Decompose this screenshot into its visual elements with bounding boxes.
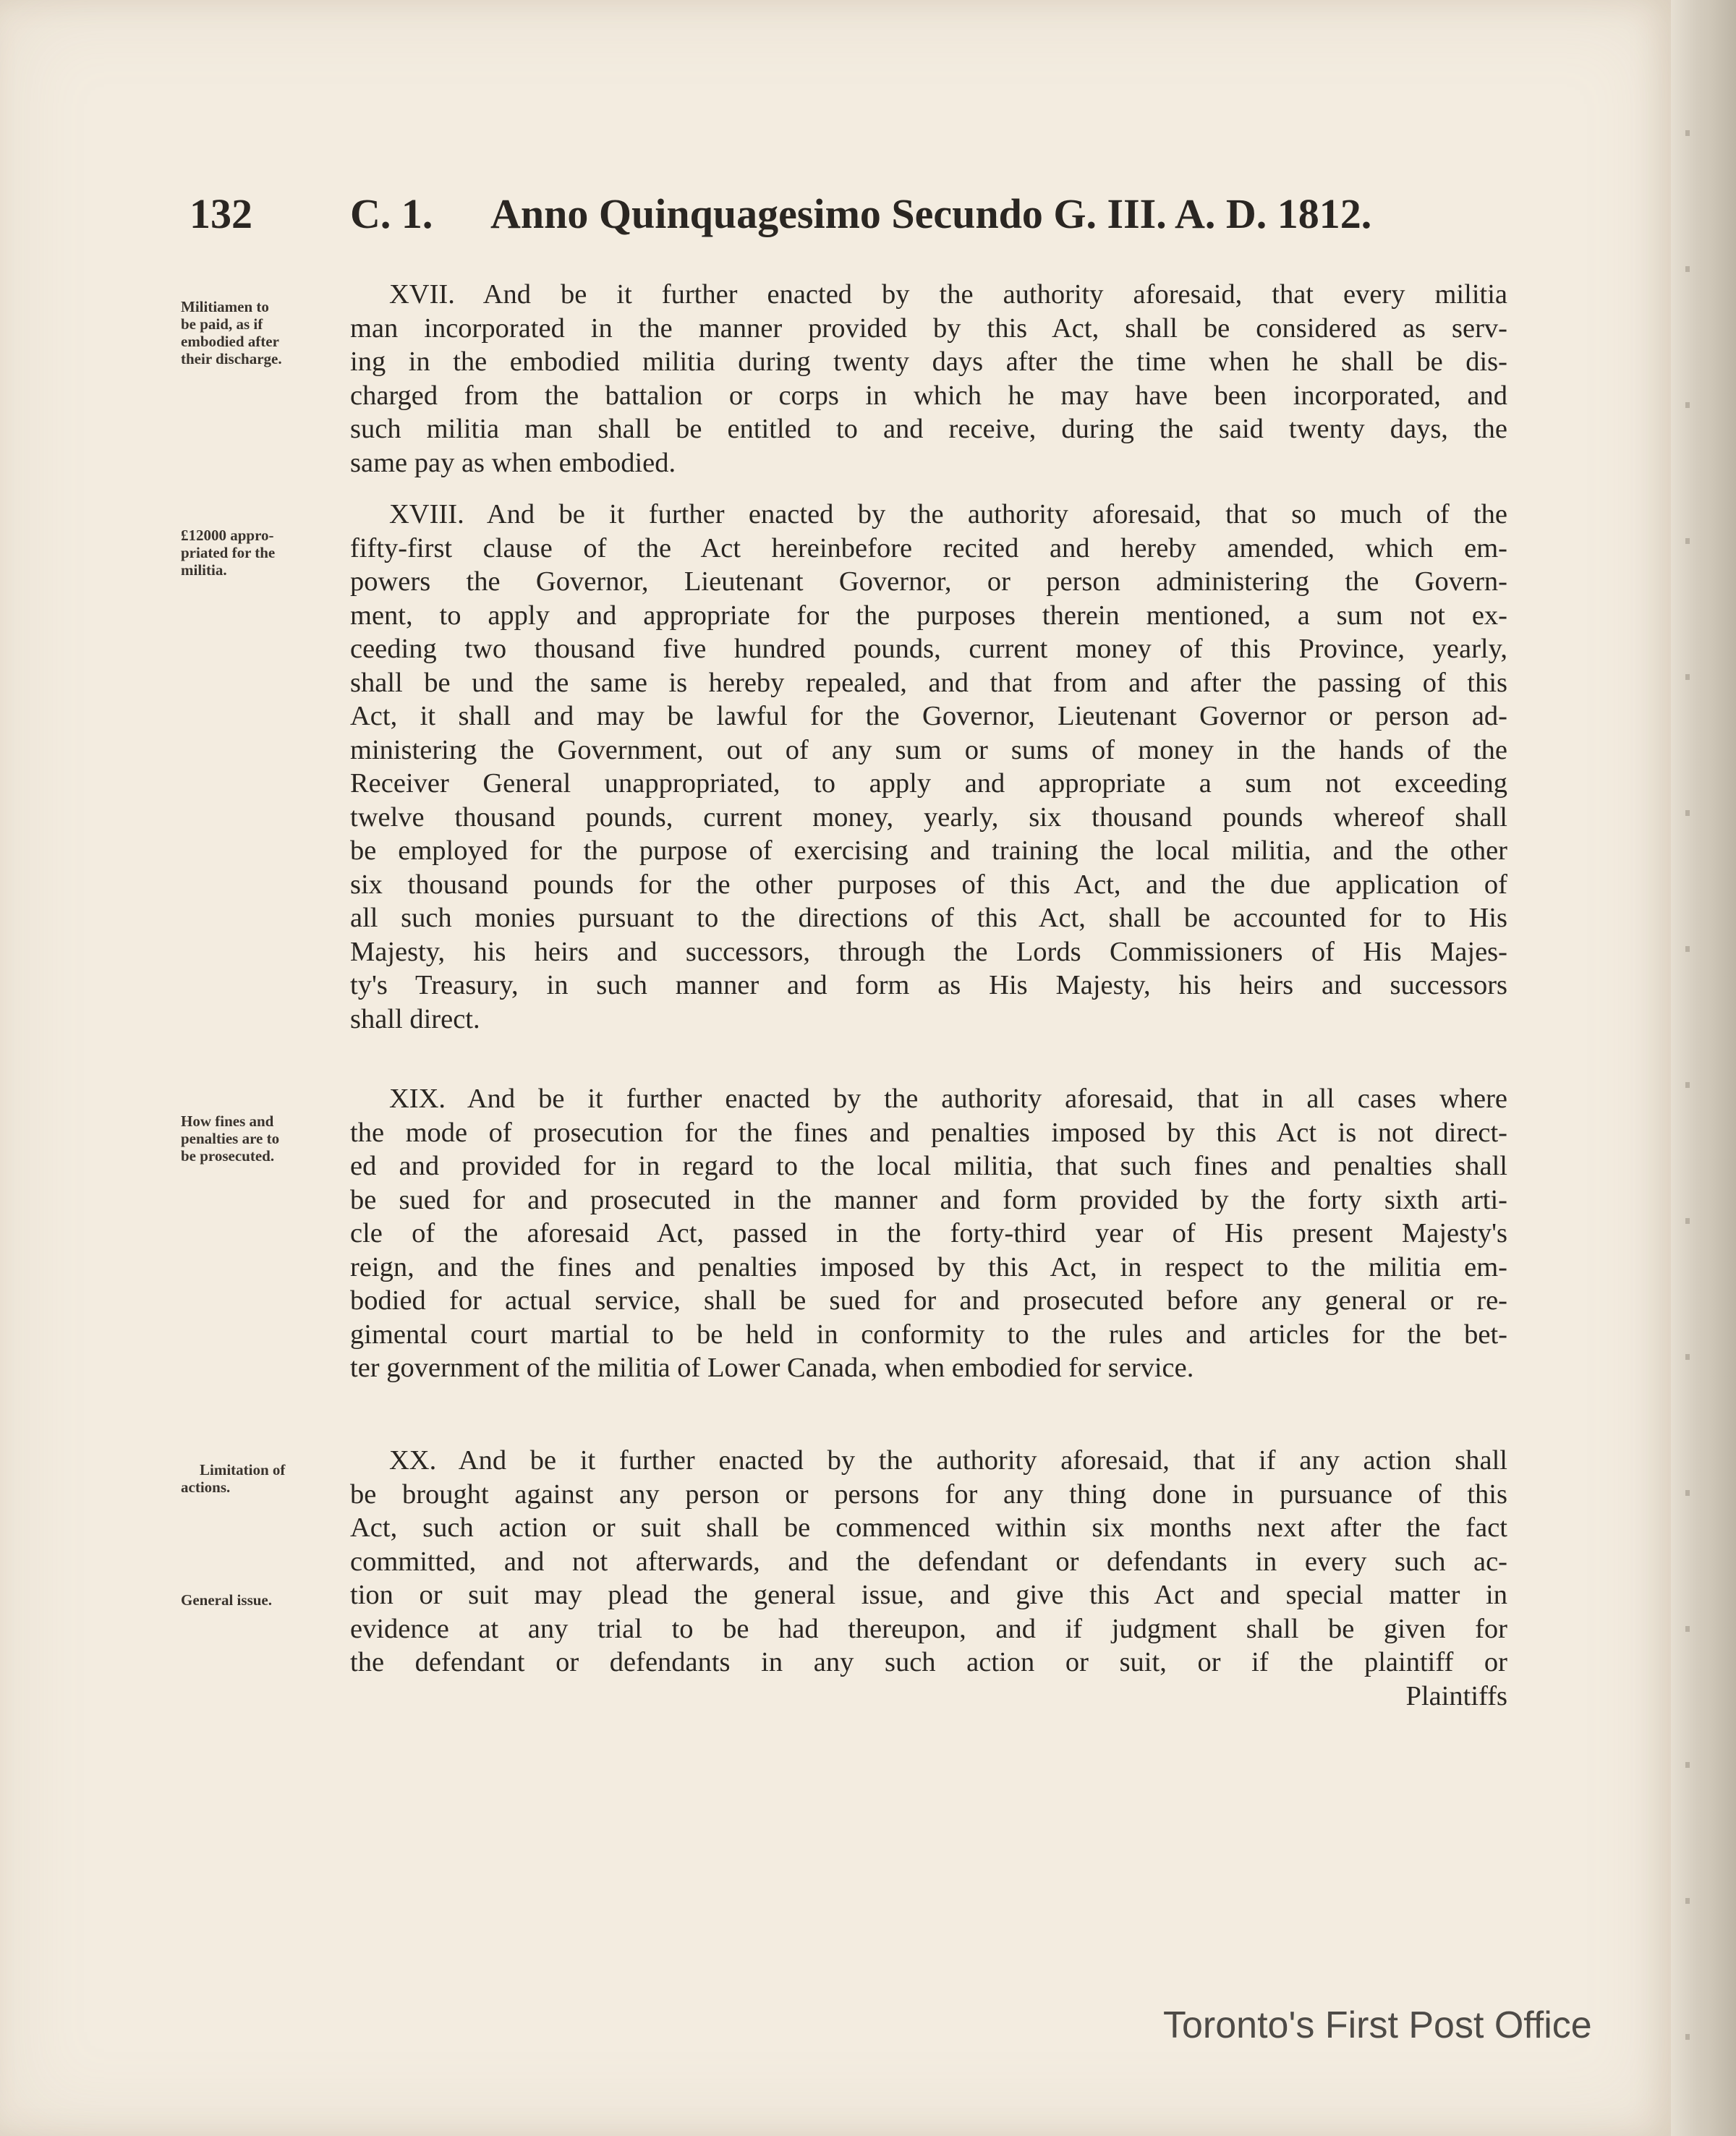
running-title: Anno Quinquagesimo Secundo G. III. A. D. 1812. xyxy=(490,190,1372,237)
text-line: same pay as when embodied. xyxy=(350,447,676,478)
text-line: committed, and not afterwards, and the defendant or defendants in every such ac- xyxy=(350,1546,1507,1577)
text-line: the defendant or defendants in any such action or suit, or if the plaintiff or xyxy=(350,1647,1507,1677)
page-binding-edge xyxy=(1671,0,1736,2136)
margin-note-line: be paid, as if xyxy=(181,315,263,333)
margin-note-line: General issue. xyxy=(181,1591,272,1609)
text-line: powers the Governor, Lieutenant Governor, or person administering the Govern- xyxy=(350,566,1507,597)
text-line: the mode of prosecution for the fines and penalties imposed by this Act is not direct- xyxy=(350,1117,1507,1148)
text-line: gimental court martial to be held in conformity to the rules and articles for the bet- xyxy=(350,1319,1507,1350)
text-line: ceeding two thousand five hundred pounds, current money of this Province, yearly, xyxy=(350,634,1507,664)
margin-note-line: penalties are to xyxy=(181,1130,280,1147)
text-line: XX. And be it further enacted by the authority aforesaid, that if any action shall xyxy=(389,1445,1507,1476)
section-xviii xyxy=(350,498,1507,1036)
margin-note-line: Limitation of xyxy=(200,1461,286,1478)
margin-note-line: militia. xyxy=(181,561,227,579)
text-line: twelve thousand pounds, current money, yearly, six thousand pounds whereof shall xyxy=(350,801,1507,833)
text-line: evidence at any trial to be had thereupon, and if judgment shall be given for xyxy=(350,1613,1507,1644)
binding-stitch-marks xyxy=(1685,0,1690,2136)
text-line: shall direct. xyxy=(350,1003,480,1034)
margin-note-xviii xyxy=(181,527,333,579)
page-header xyxy=(190,190,1506,247)
margin-note-line: actions. xyxy=(181,1478,231,1496)
text-line: be sued for and prosecuted in the manner and form provided by the forty sixth arti- xyxy=(350,1184,1507,1215)
chapter-number: C. 1. xyxy=(350,190,433,237)
text-line: cle of the aforesaid Act, passed in the forty-third year of His present Majesty's xyxy=(350,1218,1507,1248)
text-line: six thousand pounds for the other purposes of this Act, and the due application of xyxy=(350,869,1507,900)
text-line: XVII. And be it further enacted by the authority aforesaid, that every militia xyxy=(389,279,1507,310)
margin-note-line: embodied after xyxy=(181,333,279,350)
text-line: ter government of the militia of Lower Canada, when embodied for service. xyxy=(350,1353,1194,1383)
text-line: be employed for the purpose of exercising and training the local militia, and the other xyxy=(350,835,1507,866)
margin-note-general-issue xyxy=(181,1591,333,1609)
text-line: be brought against any person or persons for any thing done in pursuance of this xyxy=(350,1478,1507,1510)
text-line: tion or suit may plead the general issue, and give this Act and special matter in xyxy=(350,1580,1507,1610)
text-line: bodied for actual service, shall be sued for and prosecuted before any general or re- xyxy=(350,1285,1507,1316)
text-line: ty's Treasury, in such manner and form as His Majesty, his heirs and successors xyxy=(350,970,1507,1000)
section-xx xyxy=(350,1444,1507,1713)
margin-note-line: be prosecuted. xyxy=(181,1147,275,1165)
text-line: ministering the Government, out of any sum or sums of money in the hands of the xyxy=(350,734,1507,765)
margin-note-line: priated for the xyxy=(181,544,276,561)
text-line: charged from the battalion or corps in which he may have been incorporated, and xyxy=(350,380,1507,411)
catchword: Plaintiffs xyxy=(1405,1680,1507,1711)
text-line: such militia man shall be entitled to and receive, during the said twenty days, the xyxy=(350,414,1507,444)
text-line: ment, to apply and appropriate for the purposes therein mentioned, a sum not ex- xyxy=(350,600,1507,631)
text-line: ing in the embodied militia during twenty days after the time when he shall be dis- xyxy=(350,346,1507,377)
text-line: man incorporated in the manner provided by this Act, shall be considered as serv- xyxy=(350,312,1507,344)
page-number: 132 xyxy=(190,190,252,237)
margin-note-line: £12000 appro- xyxy=(181,527,274,544)
section-xix xyxy=(350,1082,1507,1385)
text-line: Act, such action or suit shall be commenced within six months next after the fact xyxy=(350,1512,1507,1543)
text-line: shall be und the same is hereby repealed, and that from and after the passing of this xyxy=(350,667,1507,698)
text-line: XIX. And be it further enacted by the authority aforesaid, that in all cases where xyxy=(389,1084,1507,1114)
margin-note-xix xyxy=(181,1112,333,1165)
text-line: Receiver General unappropriated, to apply and appropriate a sum not exceeding xyxy=(350,768,1507,799)
text-line: ed and provided for in regard to the local militia, that such fines and penalties shall xyxy=(350,1151,1507,1181)
text-line: Act, it shall and may be lawful for the Governor, Lieutenant Governor or person ad- xyxy=(350,701,1507,731)
text-line: reign, and the fines and penalties imposed by this Act, in respect to the militia em- xyxy=(350,1251,1507,1282)
watermark: Toronto's First Post Office xyxy=(1163,2004,1592,2046)
margin-note-line: Militiamen to xyxy=(181,298,269,315)
section-xvii xyxy=(350,278,1507,480)
text-line: XVIII. And be it further enacted by the authority aforesaid, that so much of the xyxy=(389,499,1507,529)
margin-note-xx xyxy=(181,1461,333,1496)
margin-note-line: their discharge. xyxy=(181,350,282,367)
text-line: all such monies pursuant to the directions of this Act, shall be accounted for to His xyxy=(350,903,1507,933)
margin-note-xvii xyxy=(181,298,333,367)
text-line: fifty-first clause of the Act hereinbefore recited and hereby amended, which em- xyxy=(350,532,1507,563)
margin-note-line: How fines and xyxy=(181,1112,274,1130)
text-line: Majesty, his heirs and successors, through the Lords Commissioners of His Majes- xyxy=(350,936,1507,967)
